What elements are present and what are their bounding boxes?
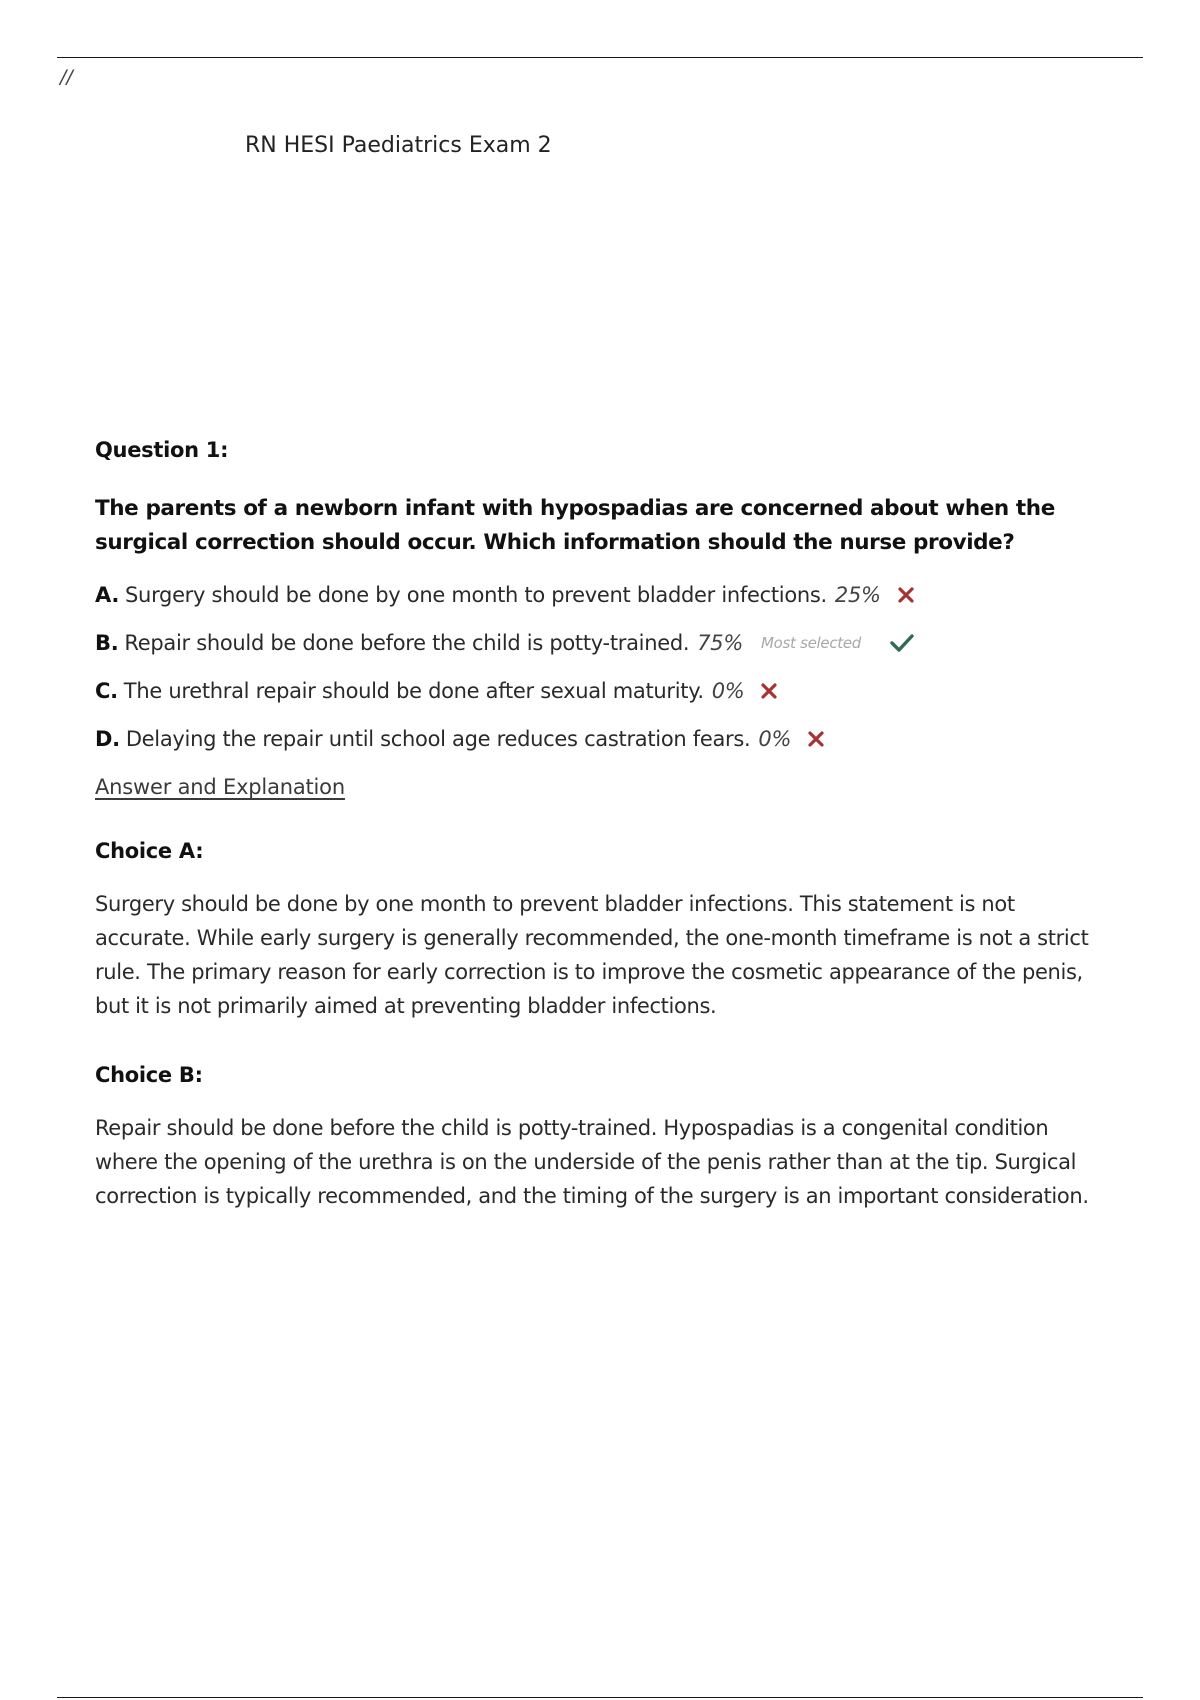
option-text: Delaying the repair until school age reduces castration fears. — [125, 727, 751, 751]
option-percent: 25% — [834, 583, 881, 607]
option-text: Repair should be done before the child is potty-trained. — [124, 631, 690, 655]
option-d[interactable] — [95, 715, 1115, 763]
document-title: RN HESI Paediatrics Exam 2 — [245, 133, 552, 158]
question-label: Question 1: — [95, 438, 229, 462]
correct-check-icon — [889, 633, 915, 653]
page-marker: // — [60, 66, 73, 88]
option-text: The urethral repair should be done after sexual maturity. — [123, 679, 704, 703]
answer-options — [95, 571, 1115, 763]
choice-b-heading: Choice B: — [95, 1063, 203, 1087]
option-percent: 0% — [711, 679, 745, 703]
option-percent: 0% — [758, 727, 792, 751]
option-letter: D. — [95, 727, 120, 751]
option-letter: C. — [95, 679, 118, 703]
question-text: The parents of a newborn infant with hypospadias are concerned about when the surgical correction should occur. Which information should the nurse provide? — [95, 496, 1055, 555]
choice-a-heading: Choice A: — [95, 839, 204, 863]
answer-explanation-link[interactable]: Answer and Explanation — [95, 775, 345, 799]
option-c[interactable] — [95, 667, 1115, 715]
option-a[interactable] — [95, 571, 1115, 619]
option-percent: 75% — [697, 631, 744, 655]
option-letter: B. — [95, 631, 119, 655]
option-letter: A. — [95, 583, 120, 607]
incorrect-x-icon — [897, 586, 915, 604]
incorrect-x-icon — [760, 682, 778, 700]
question-content — [95, 438, 1115, 1213]
choice-b-explanation: Repair should be done before the child is potty-trained. Hypospadias is a congenital condition where the opening of the urethra is on the underside of the penis rather than at the tip. Surgical correction is typically recommended, and the timing of the surgery is an important consideration. — [95, 1116, 1089, 1208]
top-rule — [57, 57, 1143, 58]
most-selected-label: Most selected — [761, 634, 862, 652]
incorrect-x-icon — [807, 730, 825, 748]
option-b[interactable] — [95, 619, 1115, 667]
bottom-rule — [57, 1697, 1143, 1698]
choice-a-explanation: Surgery should be done by one month to prevent bladder infections. This statement is not accurate. While early surgery is generally recommended, the one-month timeframe is not a strict rule. The primary reason for early correction is to improve the cosmetic appearance of the penis, but it is not primarily aimed at preventing bladder infections. — [95, 892, 1089, 1018]
option-text: Surgery should be done by one month to prevent bladder infections. — [125, 583, 827, 607]
